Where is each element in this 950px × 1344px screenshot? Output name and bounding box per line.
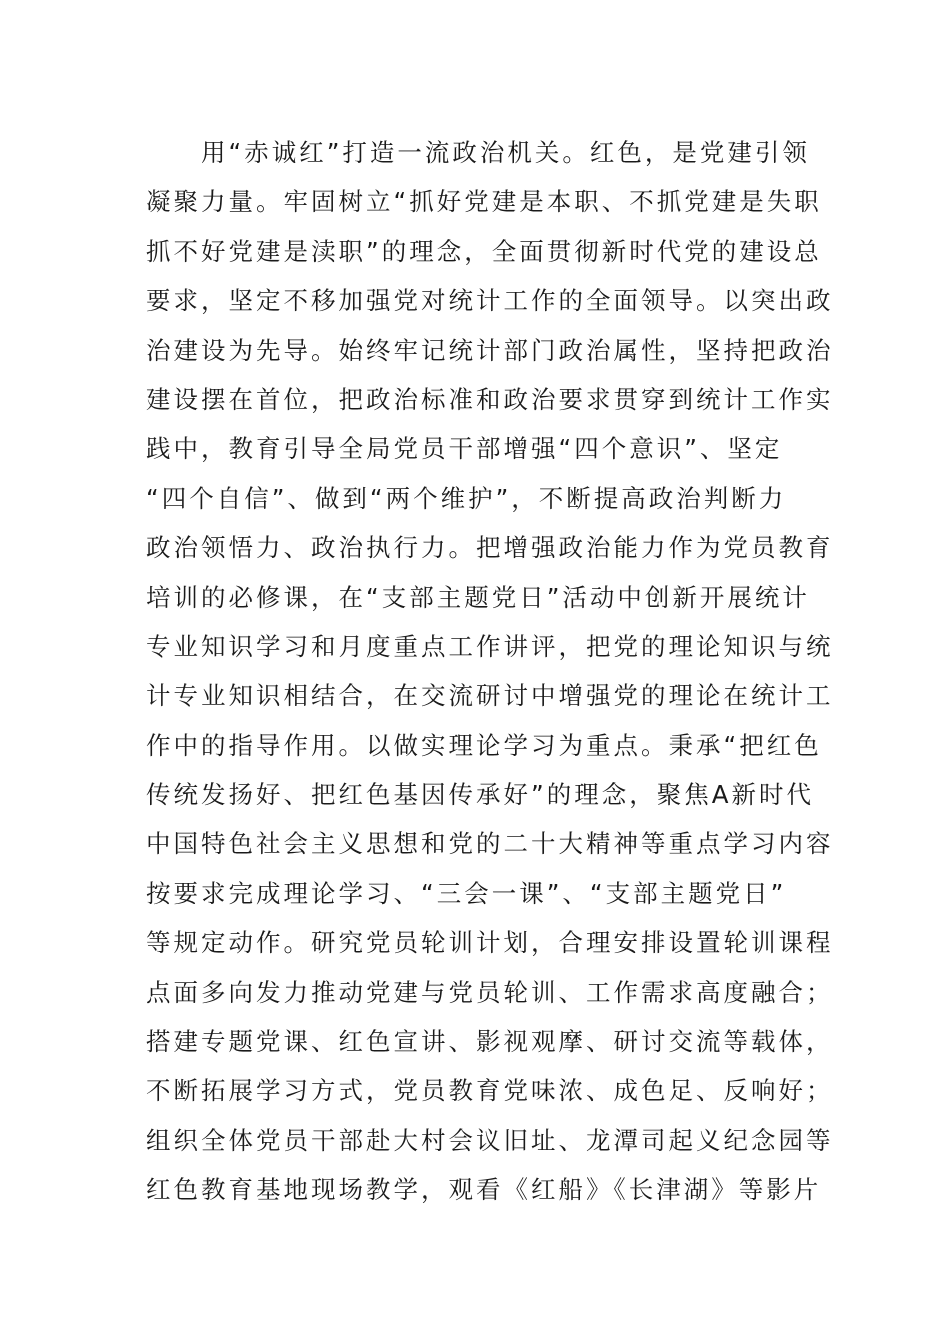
paragraph-line: 计专业知识相结合，在交流研讨中增强党的理论在统计工: [146, 681, 834, 711]
paragraph-line: 红色教育基地现场教学，观看《红船》《长津湖》等影片: [146, 1175, 822, 1205]
paragraph-line: 凝聚力量。牢固树立“抓好党建是本职、不抓党建是失职: [146, 187, 822, 217]
paragraph-line: 组织全体党员干部赴大村会议旧址、龙潭司起义纪念园等: [146, 1125, 834, 1155]
paragraph-line: 践中，教育引导全局党员干部增强“四个意识”、坚定: [146, 434, 783, 464]
paragraph-line: 治建设为先导。始终牢记统计部门政治属性，坚持把政治: [146, 335, 834, 365]
paragraph-line: 传统发扬好、把红色基因传承好”的理念，聚焦A新时代: [146, 780, 814, 810]
paragraph-line: 作中的指导作用。以做实理论学习为重点。秉承“把红色: [146, 730, 822, 760]
paragraph-line: 抓不好党建是渎职”的理念，全面贯彻新时代党的建设总: [146, 236, 822, 266]
paragraph-line: 用“赤诚红”打造一流政治机关。红色，是党建引领: [201, 138, 810, 167]
paragraph-line: 点面多向发力推动党建与党员轮训、工作需求高度融合；: [146, 977, 834, 1007]
paragraph-line: 按要求完成理论学习、“三会一课”、“支部主题党日”: [146, 878, 787, 908]
paragraph-line: 等规定动作。研究党员轮训计划，合理安排设置轮训课程: [146, 928, 834, 958]
paragraph-line: 中国特色社会主义思想和党的二十大精神等重点学习内容: [146, 829, 834, 859]
paragraph-line: 建设摆在首位，把政治标准和政治要求贯穿到统计工作实: [146, 384, 834, 414]
paragraph-line: 培训的必修课，在“支部主题党日”活动中创新开展统计: [146, 582, 810, 612]
paragraph-line: 要求，坚定不移加强党对统计工作的全面领导。以突出政: [146, 286, 834, 316]
paragraph-line: 专业知识学习和月度重点工作讲评，把党的理论知识与统: [146, 631, 834, 661]
paragraph-line: 搭建专题党课、红色宣讲、影视观摩、研讨交流等载体，: [146, 1027, 834, 1057]
body-paragraph: [146, 128, 834, 1215]
paragraph-line: 不断拓展学习方式，党员教育党味浓、成色足、反响好；: [146, 1076, 834, 1106]
paragraph-line: “四个自信”、做到“两个维护”，不断提高政治判断力: [146, 483, 787, 513]
paragraph-line: 政治领悟力、政治执行力。把增强政治能力作为党员教育: [146, 533, 834, 563]
